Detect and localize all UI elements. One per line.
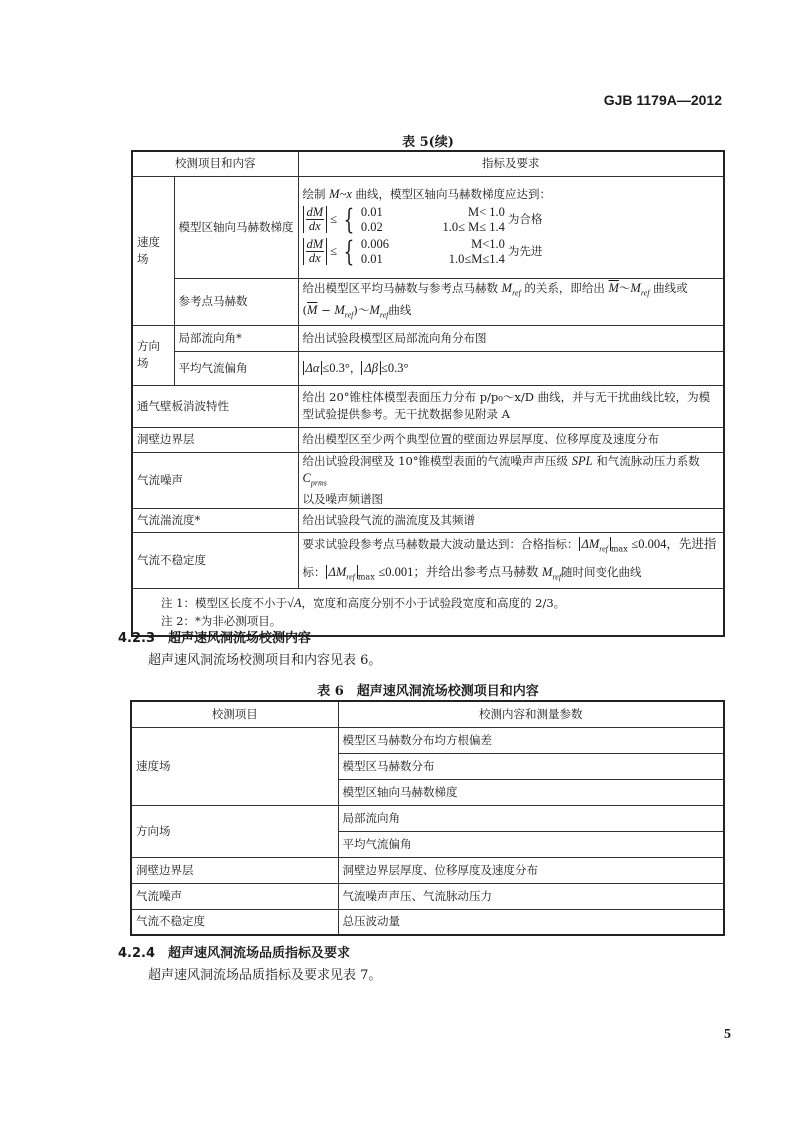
table5-header-req: 指标及要求 bbox=[298, 151, 724, 176]
qualified-criterion bbox=[303, 202, 720, 236]
table6-content: 模型区轴向马赫数梯度 bbox=[338, 779, 724, 805]
advanced-c2: 1.0≤M≤1.4 bbox=[448, 251, 505, 266]
gradient-requirement bbox=[298, 176, 724, 278]
le-sign: ≤ bbox=[330, 212, 338, 226]
table5-row-porous bbox=[132, 385, 724, 427]
advanced-label: 为先进 bbox=[507, 244, 543, 258]
table6-content: 洞壁边界层厚度、位移厚度及速度分布 bbox=[338, 857, 724, 883]
velocity-group-label: 速度场 bbox=[132, 176, 174, 325]
note-1: 注 1：模型区长度不小于√A，宽度和高度分别不小于试验段宽度和高度的 2/3。 bbox=[161, 595, 566, 610]
table6-item: 速度场 bbox=[131, 727, 338, 805]
table6-content: 平均气流偏角 bbox=[338, 831, 724, 857]
table5-row-refpoint bbox=[132, 278, 724, 325]
table6-header-row bbox=[131, 701, 724, 727]
qualified-v1: 0.01 bbox=[360, 204, 383, 219]
gradient-item: 模型区轴向马赫数梯度 bbox=[174, 176, 298, 278]
table5-header-item: 校测项目和内容 bbox=[132, 151, 298, 176]
table6-item: 气流不稳定度 bbox=[131, 909, 338, 935]
section-4-2-4-body: 超声速风洞流场品质指标及要求见表 7。 bbox=[148, 968, 382, 983]
section-4-2-3-heading: 4.2.3 超声速风洞流场校测内容 bbox=[118, 631, 312, 646]
le-sign: ≤ bbox=[330, 244, 338, 258]
table6-header-item: 校测项目 bbox=[131, 701, 338, 727]
table6-row bbox=[131, 883, 724, 909]
note-2: 注 2：*为非必测项目。 bbox=[161, 613, 282, 628]
mean-angle-requirement: Δα ≤0.3°， Δβ ≤0.3° bbox=[298, 351, 724, 385]
local-angle-requirement: 给出试验段模型区局部流向角分布图 bbox=[298, 325, 724, 351]
standard-number: GJB 1179A—2012 bbox=[603, 92, 722, 108]
porous-item: 通气壁板消波特性 bbox=[132, 385, 298, 427]
turbulence-item: 气流湍流度* bbox=[132, 509, 298, 533]
local-angle-item: 局部流向角* bbox=[174, 325, 298, 351]
noise-item: 气流噪声 bbox=[132, 452, 298, 509]
table5-row-turbulence bbox=[132, 509, 724, 533]
section-4-2-4-heading: 4.2.4 超声速风洞流场品质指标及要求 bbox=[118, 946, 351, 961]
qualified-v2: 0.02 bbox=[360, 219, 383, 234]
table6-row bbox=[131, 727, 724, 753]
refpoint-requirement: 给出模型区平均马赫数与参考点马赫数 $M_{ref}$ 的关系，即给出 $\overline{M}\sim M_{ref}$ 曲线或 ($\overline{M}$ − $M_{ref})\sim M_{ref}$曲线 bbox=[298, 278, 724, 325]
brace-icon: { bbox=[343, 202, 355, 236]
table6-header-content: 校测内容和测量参数 bbox=[338, 701, 724, 727]
table5-row-noise bbox=[132, 452, 724, 509]
advanced-criterion bbox=[303, 234, 720, 268]
table6-row bbox=[131, 857, 724, 883]
porous-requirement: 给出 20°锥柱体模型表面压力分布 p/p₀～x/D 曲线，并与无干扰曲线比较，为模型试验提供参考。无干扰数据参见附录 A bbox=[298, 385, 724, 427]
section-4-2-3-body: 超声速风洞流场校测项目和内容见表 6。 bbox=[148, 653, 382, 668]
table5-header-row bbox=[132, 151, 724, 176]
table5 bbox=[131, 150, 725, 637]
refpoint-item: 参考点马赫数 bbox=[174, 278, 298, 325]
table6-item: 洞壁边界层 bbox=[131, 857, 338, 883]
dmdx-fraction: $\frac{dM}{dx}$ bbox=[303, 238, 328, 265]
gradient-intro-math: M~x bbox=[329, 186, 352, 201]
table6-item: 气流噪声 bbox=[131, 883, 338, 909]
table6-item: 方向场 bbox=[131, 805, 338, 857]
table5-row-boundary bbox=[132, 427, 724, 452]
unsteady-item: 气流不稳定度 bbox=[132, 533, 298, 589]
table6-content: 模型区马赫数分布均方根偏差 bbox=[338, 727, 724, 753]
table6 bbox=[130, 700, 725, 936]
table5-row-mean-angle bbox=[132, 351, 724, 385]
mean-angle-item: 平均气流偏角 bbox=[174, 351, 298, 385]
direction-group-label: 方向场 bbox=[132, 325, 174, 385]
table5-row-gradient bbox=[132, 176, 724, 278]
table6-content: 模型区马赫数分布 bbox=[338, 753, 724, 779]
table6-caption: 表 6 超声速风洞流场校测项目和内容 bbox=[317, 684, 539, 699]
unsteady-requirement: 要求试验段参考点马赫数最大波动量达到：合格指标： $\Delta M_{ref}$ $_{max}$ ≤0.004，先进指 标： $\Delta M_{ref}$ $_{max}$ ≤0.001；并给出参考点马赫数 $M_{ref}$随时间变化曲线 bbox=[298, 533, 724, 589]
qualified-c2: 1.0≤ M≤ 1.4 bbox=[442, 219, 505, 234]
table5-row-unsteady bbox=[132, 533, 724, 589]
qualified-label: 为合格 bbox=[507, 212, 543, 226]
table6-row bbox=[131, 805, 724, 831]
table5-caption: 表 5(续) bbox=[402, 135, 454, 150]
page-number: 5 bbox=[724, 1027, 731, 1042]
qualified-c1: M< 1.0 bbox=[467, 204, 505, 219]
table6-row bbox=[131, 909, 724, 935]
gradient-intro-post: 曲线，模型区轴向马赫数梯度应达到： bbox=[355, 186, 552, 201]
advanced-v2: 0.01 bbox=[360, 251, 383, 266]
table6-content: 局部流向角 bbox=[338, 805, 724, 831]
table6-content: 气流噪声声压、气流脉动压力 bbox=[338, 883, 724, 909]
advanced-c1: M<1.0 bbox=[471, 236, 505, 251]
brace-icon: { bbox=[343, 234, 355, 268]
boundary-item: 洞壁边界层 bbox=[132, 427, 298, 452]
noise-requirement: 给出试验段洞壁及 10°锥模型表面的气流噪声声压级 SPL 和气流脉动压力系数 $C_{prms}$ 以及噪声频谱图 bbox=[298, 452, 724, 509]
advanced-v1: 0.006 bbox=[360, 236, 389, 251]
dmdx-fraction: $\frac{dM}{dx}$ bbox=[303, 206, 328, 233]
gradient-intro-pre: 绘制 bbox=[302, 186, 326, 201]
boundary-requirement: 给出模型区至少两个典型位置的壁面边界层厚度、位移厚度及速度分布 bbox=[298, 427, 724, 452]
table5-row-local-angle bbox=[132, 325, 724, 351]
table6-content: 总压波动量 bbox=[338, 909, 724, 935]
turbulence-requirement: 给出试验段气流的湍流度及其频谱 bbox=[298, 509, 724, 533]
